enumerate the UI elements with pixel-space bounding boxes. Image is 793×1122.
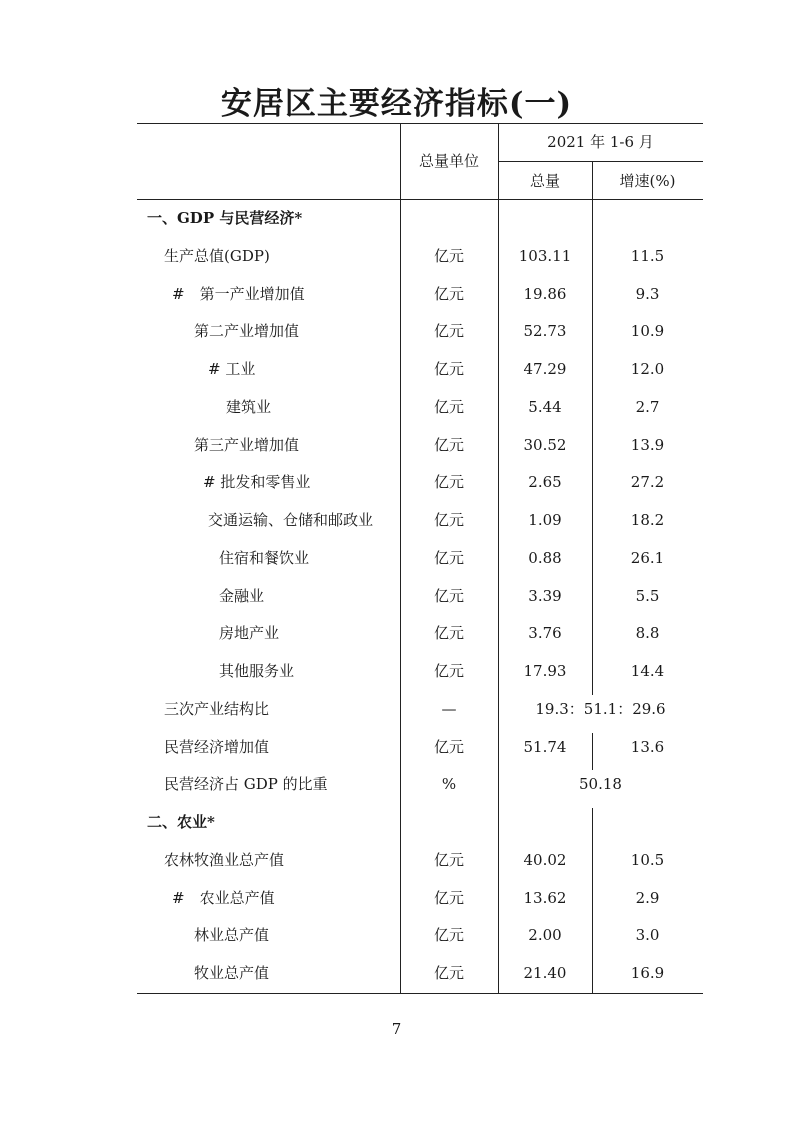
row-unit: — bbox=[441, 699, 457, 718]
row-growth: 26.1 bbox=[630, 548, 665, 567]
row-growth: 5.5 bbox=[635, 586, 660, 605]
row-unit: 亿元 bbox=[433, 926, 464, 945]
row-label: 生产总值(GDP) bbox=[164, 246, 270, 265]
row-label: # 第一产业增加值 bbox=[172, 284, 305, 303]
row-label: 房地产业 bbox=[219, 624, 280, 643]
row-label: 农林牧渔业总产值 bbox=[164, 850, 285, 869]
row-total: 51.74 bbox=[523, 737, 567, 756]
row-total: 47.29 bbox=[523, 360, 567, 378]
row-growth: 18.2 bbox=[630, 511, 665, 529]
row-growth: 3.0 bbox=[635, 926, 660, 945]
row-label: 交通运输、仓储和邮政业 bbox=[208, 511, 374, 529]
row-growth: 14.4 bbox=[630, 662, 665, 680]
row-growth: 10.5 bbox=[630, 850, 665, 869]
row-label: 金融业 bbox=[219, 586, 265, 605]
row-unit: 亿元 bbox=[433, 850, 464, 869]
row-total: 19.86 bbox=[523, 284, 567, 303]
row-label: # 批发和零售业 bbox=[203, 473, 311, 492]
row-growth: 13.6 bbox=[630, 737, 665, 756]
header-unit: 总量单位 bbox=[418, 152, 479, 170]
row-label: 第三产业增加值 bbox=[194, 435, 300, 454]
row-unit: % bbox=[441, 775, 457, 794]
row-growth: 2.7 bbox=[635, 397, 660, 416]
row-growth: 16.9 bbox=[630, 964, 665, 982]
row-unit: 亿元 bbox=[433, 284, 464, 303]
row-unit: 亿元 bbox=[433, 964, 464, 982]
period-divider bbox=[498, 161, 703, 162]
row-label: 住宿和餐饮业 bbox=[219, 548, 310, 567]
row-label: 民营经济占 GDP 的比重 bbox=[164, 775, 328, 794]
row-total: 21.40 bbox=[523, 964, 567, 982]
col-divider-growth-segment bbox=[592, 161, 593, 695]
row-total: 52.73 bbox=[523, 322, 567, 341]
row-label: 民营经济增加值 bbox=[164, 737, 270, 756]
row-unit: 亿元 bbox=[433, 548, 464, 567]
row-unit: 亿元 bbox=[433, 322, 464, 341]
row-growth: 2.9 bbox=[635, 888, 660, 907]
page-number: 7 bbox=[391, 1020, 402, 1038]
row-merged-value: 19.3：51.1：29.6 bbox=[535, 699, 666, 718]
row-total: 17.93 bbox=[523, 662, 567, 680]
row-growth: 10.9 bbox=[630, 322, 665, 341]
row-total: 13.62 bbox=[523, 888, 567, 907]
table-bottom-border bbox=[137, 993, 703, 994]
row-total: 40.02 bbox=[523, 850, 567, 869]
row-label: 建筑业 bbox=[226, 397, 272, 416]
row-total: 1.09 bbox=[528, 511, 562, 529]
row-label: # 农业总产值 bbox=[172, 888, 275, 907]
row-unit: 亿元 bbox=[433, 624, 464, 643]
row-total: 30.52 bbox=[523, 435, 567, 454]
row-label: 林业总产值 bbox=[194, 926, 270, 945]
header-growth: 增速(%) bbox=[619, 172, 676, 190]
row-total: 103.11 bbox=[518, 246, 572, 265]
row-unit: 亿元 bbox=[433, 360, 464, 378]
header-total: 总量 bbox=[529, 172, 560, 190]
section-heading: 二、农业* bbox=[147, 813, 215, 831]
row-label: 其他服务业 bbox=[219, 662, 295, 680]
section-heading: 一、GDP 与民营经济* bbox=[147, 209, 303, 227]
header-bottom-border bbox=[137, 199, 703, 200]
page-title: 安居区主要经济指标(一) bbox=[220, 86, 573, 122]
row-growth: 9.3 bbox=[635, 284, 660, 303]
row-growth: 27.2 bbox=[630, 473, 665, 492]
row-total: 2.65 bbox=[528, 473, 562, 492]
row-total: 3.39 bbox=[528, 586, 562, 605]
row-label: 牧业总产值 bbox=[194, 964, 270, 982]
row-unit: 亿元 bbox=[433, 397, 464, 416]
row-growth: 12.0 bbox=[630, 360, 665, 378]
row-unit: 亿元 bbox=[433, 888, 464, 907]
row-label: 第二产业增加值 bbox=[194, 322, 300, 341]
row-growth: 8.8 bbox=[635, 624, 660, 643]
row-total: 0.88 bbox=[528, 548, 562, 567]
table-top-border bbox=[137, 123, 703, 124]
row-merged-value: 50.18 bbox=[579, 775, 622, 794]
row-unit: 亿元 bbox=[433, 473, 464, 492]
row-unit: 亿元 bbox=[433, 435, 464, 454]
header-period: 2021 年 1-6 月 bbox=[547, 133, 654, 151]
row-unit: 亿元 bbox=[433, 246, 464, 265]
row-label: 三次产业结构比 bbox=[164, 699, 270, 718]
row-total: 5.44 bbox=[528, 397, 562, 416]
row-unit: 亿元 bbox=[433, 586, 464, 605]
row-unit: 亿元 bbox=[433, 662, 464, 680]
row-unit: 亿元 bbox=[433, 511, 464, 529]
row-total: 2.00 bbox=[528, 926, 562, 945]
row-label: # 工业 bbox=[208, 360, 256, 378]
row-growth: 11.5 bbox=[630, 246, 665, 265]
row-total: 3.76 bbox=[528, 624, 562, 643]
row-unit: 亿元 bbox=[433, 737, 464, 756]
row-growth: 13.9 bbox=[630, 435, 665, 454]
